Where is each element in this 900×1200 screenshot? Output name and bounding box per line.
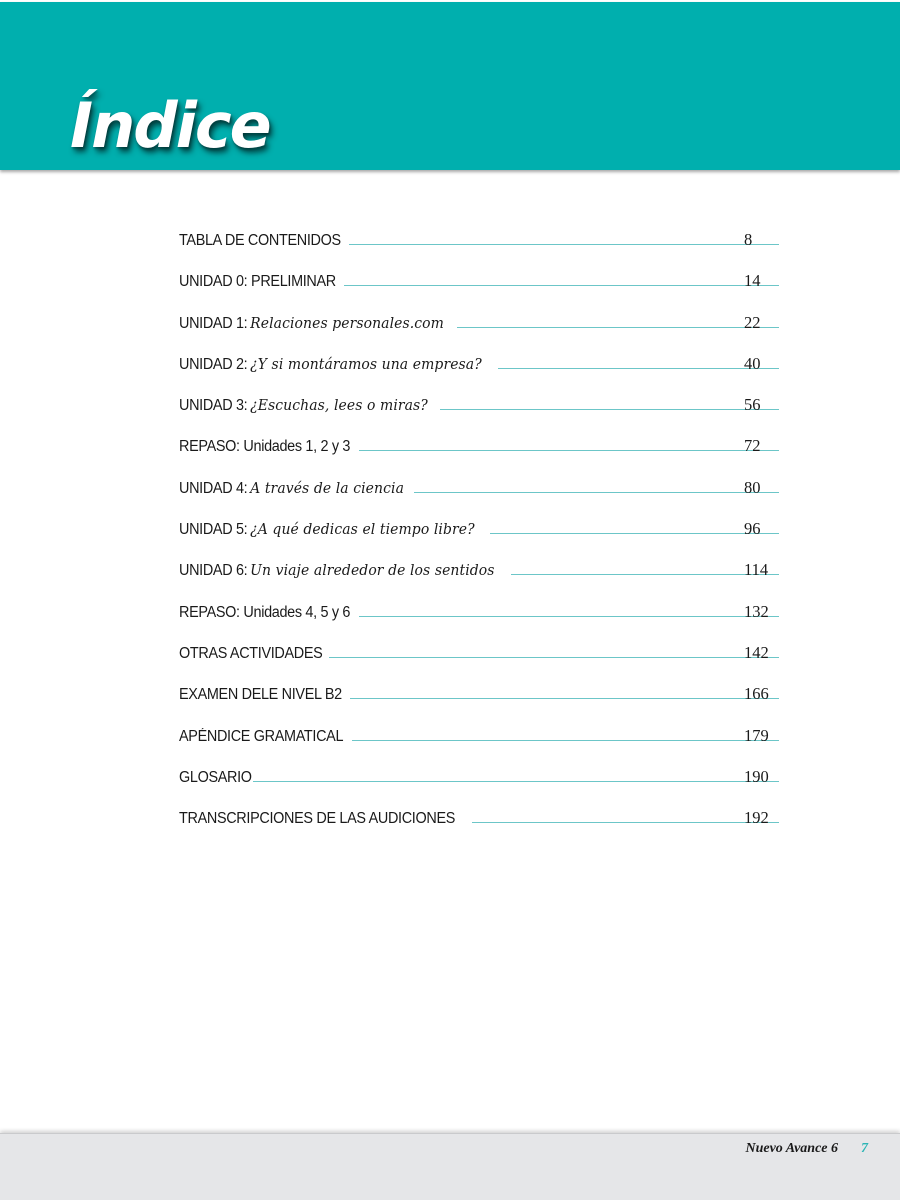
toc-leader-line: [253, 781, 779, 782]
toc-entry[interactable]: [179, 682, 779, 723]
table-of-contents: [179, 228, 779, 847]
toc-leader-line: [359, 616, 779, 617]
footer-page-number: 7: [861, 1141, 868, 1156]
toc-entry-label: GLOSARIO: [179, 768, 252, 786]
toc-leader-line: [352, 740, 779, 741]
toc-leader-line: [344, 285, 779, 286]
toc-page-number: 22: [744, 312, 761, 332]
toc-page-number: 179: [744, 725, 769, 745]
toc-leader-line: [440, 409, 779, 410]
toc-leader-line: [329, 657, 779, 658]
toc-entry[interactable]: [179, 476, 779, 517]
toc-entry[interactable]: [179, 352, 779, 393]
toc-leader-line: [359, 450, 779, 451]
toc-leader-line: [414, 492, 779, 493]
toc-entry-label: OTRAS ACTIVIDADES: [179, 644, 323, 662]
toc-page-number: 190: [744, 766, 769, 786]
toc-page-number: 96: [744, 519, 761, 539]
toc-entry-label: REPASO: Unidades 1, 2 y 3: [179, 438, 351, 456]
toc-leader-line: [350, 698, 779, 699]
toc-entry-label: UNIDAD 4: A través de la ciencia: [179, 478, 404, 497]
toc-entry[interactable]: [179, 724, 779, 765]
toc-page-number: 192: [744, 808, 769, 828]
toc-entry-label: UNIDAD 2: ¿Y si montáramos una empresa?: [179, 354, 482, 373]
toc-entry[interactable]: [179, 393, 779, 434]
page-title: Índice: [70, 89, 270, 162]
toc-entry[interactable]: [179, 806, 779, 847]
toc-entry-label: EXAMEN DELE NIVEL B2: [179, 686, 342, 704]
toc-page-number: 166: [744, 684, 769, 704]
toc-entry[interactable]: [179, 434, 779, 475]
toc-entry-label: UNIDAD 3: ¿Escuchas, lees o miras?: [179, 396, 428, 415]
header-banner: [0, 2, 900, 170]
toc-entry-label: UNIDAD 6: Un viaje alrededor de los sentidos: [179, 561, 495, 580]
toc-page-number: 72: [744, 436, 761, 456]
toc-entry[interactable]: [179, 641, 779, 682]
toc-entry-label: TABLA DE CONTENIDOS: [179, 232, 341, 249]
toc-page-number: 56: [744, 395, 761, 415]
toc-leader-line: [498, 368, 779, 369]
toc-entry[interactable]: [179, 228, 779, 269]
toc-page-number: 40: [744, 353, 761, 373]
toc-entry[interactable]: [179, 558, 779, 599]
toc-page-number: 142: [744, 642, 769, 662]
toc-page-number: 132: [744, 601, 769, 621]
toc-entry-label: REPASO: Unidades 4, 5 y 6: [179, 603, 351, 621]
toc-leader-line: [490, 533, 779, 534]
toc-entry[interactable]: [179, 765, 779, 806]
toc-entry-label: APÉNDICE GRAMATICAL: [179, 727, 344, 745]
toc-entry-label: TRANSCRIPCIONES DE LAS AUDICIONES: [179, 810, 456, 828]
toc-entry[interactable]: [179, 600, 779, 641]
toc-entry-label: UNIDAD 0: PRELIMINAR: [179, 273, 336, 291]
footer-book-title: Nuevo Avance 6: [745, 1141, 838, 1156]
toc-entry-label: UNIDAD 5: ¿A qué dedicas el tiempo libre?: [179, 520, 475, 539]
toc-leader-line: [511, 574, 779, 575]
toc-page-number: 80: [744, 477, 761, 497]
toc-page-number: 114: [744, 560, 769, 580]
toc-page-number: 8: [744, 230, 753, 249]
toc-entry[interactable]: [179, 269, 779, 310]
toc-entry-label: UNIDAD 1: Relaciones personales.com: [179, 313, 444, 332]
page-footer: [0, 1133, 900, 1200]
toc-leader-line: [472, 822, 779, 823]
toc-leader-line: [349, 244, 779, 245]
toc-entry[interactable]: [179, 517, 779, 558]
toc-entry[interactable]: [179, 311, 779, 352]
toc-leader-line: [457, 327, 779, 328]
toc-page-number: 14: [744, 271, 761, 291]
